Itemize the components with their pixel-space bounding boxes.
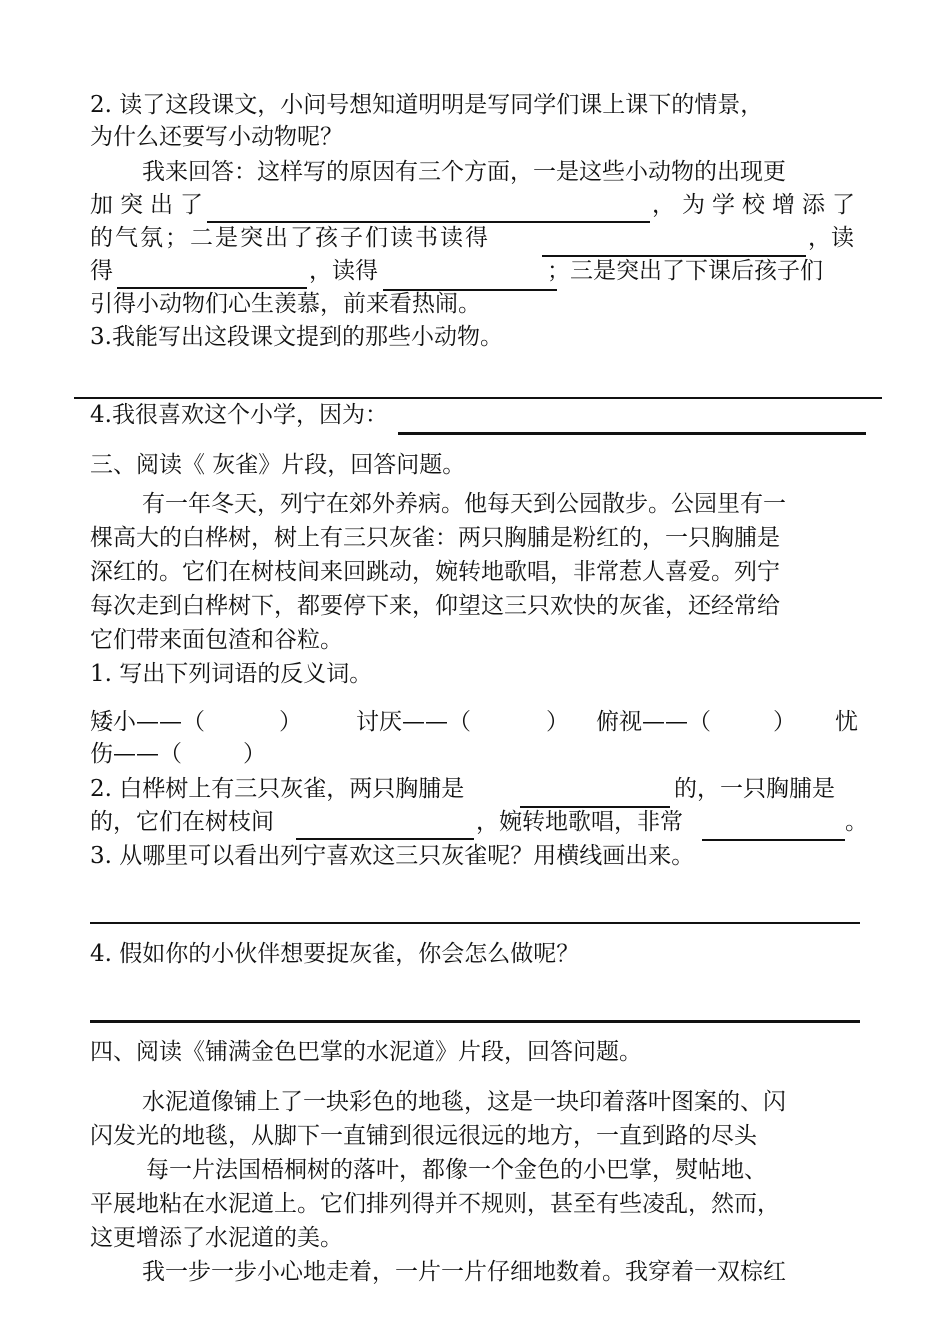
- question-3-3: 3. 从哪里可以看出列宁喜欢这三只灰雀呢？用横线画出来。: [90, 843, 695, 869]
- antonym-word-4: 伤——（: [90, 741, 182, 767]
- question-3-2-line-2-start: 的，它们在树枝间: [90, 809, 274, 835]
- passage-4-line-1: 水泥道像铺上了一块彩色的地毯，这是一块印着落叶图案的、闪: [142, 1089, 786, 1115]
- passage-3-line-3: 深红的。它们在树枝间来回跳动，婉转地歌唱，非常惹人喜爱。列宁: [90, 559, 780, 585]
- antonym-close-2: ）: [546, 709, 569, 735]
- section-3-heading: 三、阅读《 灰雀》片段，回答问题。: [90, 452, 466, 478]
- antonym-word-4-start: 忧: [835, 709, 858, 735]
- question-3-4: 4. 假如你的小伙伴想要捉灰雀，你会怎么做呢？: [90, 941, 580, 967]
- antonym-close-4: ）: [243, 741, 266, 767]
- antonym-word-3: 俯视——（: [596, 709, 711, 735]
- question-4: 4.我很喜欢这个小学，因为：: [90, 402, 388, 428]
- question-3-2-line-2-end: 。: [845, 809, 868, 835]
- passage-4-line-2: 闪发光的地毯，从脚下一直铺到很远很远的地方，一直到路的尽头: [90, 1123, 757, 1149]
- fill-blank-adjective[interactable]: [702, 839, 845, 841]
- answer-line-3-3[interactable]: [90, 922, 860, 924]
- question-2-line-2: 为什么还要写小动物呢？: [90, 124, 343, 150]
- question-3: 3.我能写出这段课文提到的那些小动物。: [90, 324, 503, 350]
- answer-line-3-4[interactable]: [90, 1020, 860, 1023]
- section-4-heading: 四、阅读《铺满金色巴掌的水泥道》片段，回答问题。: [90, 1039, 642, 1065]
- question-3-2-line-2-mid: ，婉转地歌唱，非常: [476, 809, 683, 835]
- answer-line-2-start: 加突出了: [90, 192, 210, 218]
- answer-line-2-end: ，为学校增添了: [652, 192, 862, 218]
- antonym-word-1: 矮小——（: [90, 709, 205, 735]
- answer-line-5: 引得小动物们心生羡慕，前来看热闹。: [90, 291, 481, 317]
- answer-line-4-start: 得: [90, 258, 113, 284]
- passage-4-line-5: 这更增添了水泥道的美。: [90, 1225, 343, 1251]
- passage-4-line-3: 每一片法国梧桐树的落叶，都像一个金色的小巴掌，熨帖地、: [146, 1157, 767, 1183]
- answer-line-1: 我来回答：这样写的原因有三个方面，一是这些小动物的出现更: [142, 159, 786, 185]
- antonym-close-3: ）: [773, 709, 796, 735]
- passage-3-line-4: 每次走到白桦树下，都要停下来，仰望这三只欢快的灰雀，还经常给: [90, 593, 780, 619]
- answer-line-3-end: ，读: [808, 225, 854, 251]
- question-3-2-line-1-end: 的，一只胸脯是: [674, 776, 835, 802]
- passage-3-line-2: 棵高大的白桦树，树上有三只灰雀：两只胸脯是粉红的，一只胸脯是: [90, 525, 780, 551]
- antonym-close-1: ）: [279, 709, 302, 735]
- passage-4-line-6: 我一步一步小心地走着，一片一片仔细地数着。我穿着一双棕红: [142, 1259, 786, 1285]
- question-2-line-1: 2. 读了这段课文，小问号想知道明明是写同学们课上课下的情景，: [90, 92, 764, 118]
- question-3-2-line-1-start: 2. 白桦树上有三只灰雀，两只胸脯是: [90, 776, 465, 802]
- answer-line-4-end: ；三是突出了下课后孩子们: [547, 258, 823, 284]
- answer-line-4-mid: ，读得: [309, 258, 378, 284]
- answer-line-3-start: 的气氛；二是突出了孩子们读书读得: [90, 225, 490, 251]
- passage-3-line-5: 它们带来面包渣和谷粒。: [90, 627, 343, 653]
- answer-line-q4[interactable]: [398, 432, 866, 435]
- question-3-1: 1. 写出下列词语的反义词。: [90, 661, 373, 687]
- passage-3-line-1: 有一年冬天，列宁在郊外养病。他每天到公园散步。公园里有一: [142, 491, 786, 517]
- passage-4-line-4: 平展地粘在水泥道上。它们排列得并不规则，甚至有些凌乱，然而，: [90, 1191, 780, 1217]
- antonym-word-2: 讨厌——（: [356, 709, 471, 735]
